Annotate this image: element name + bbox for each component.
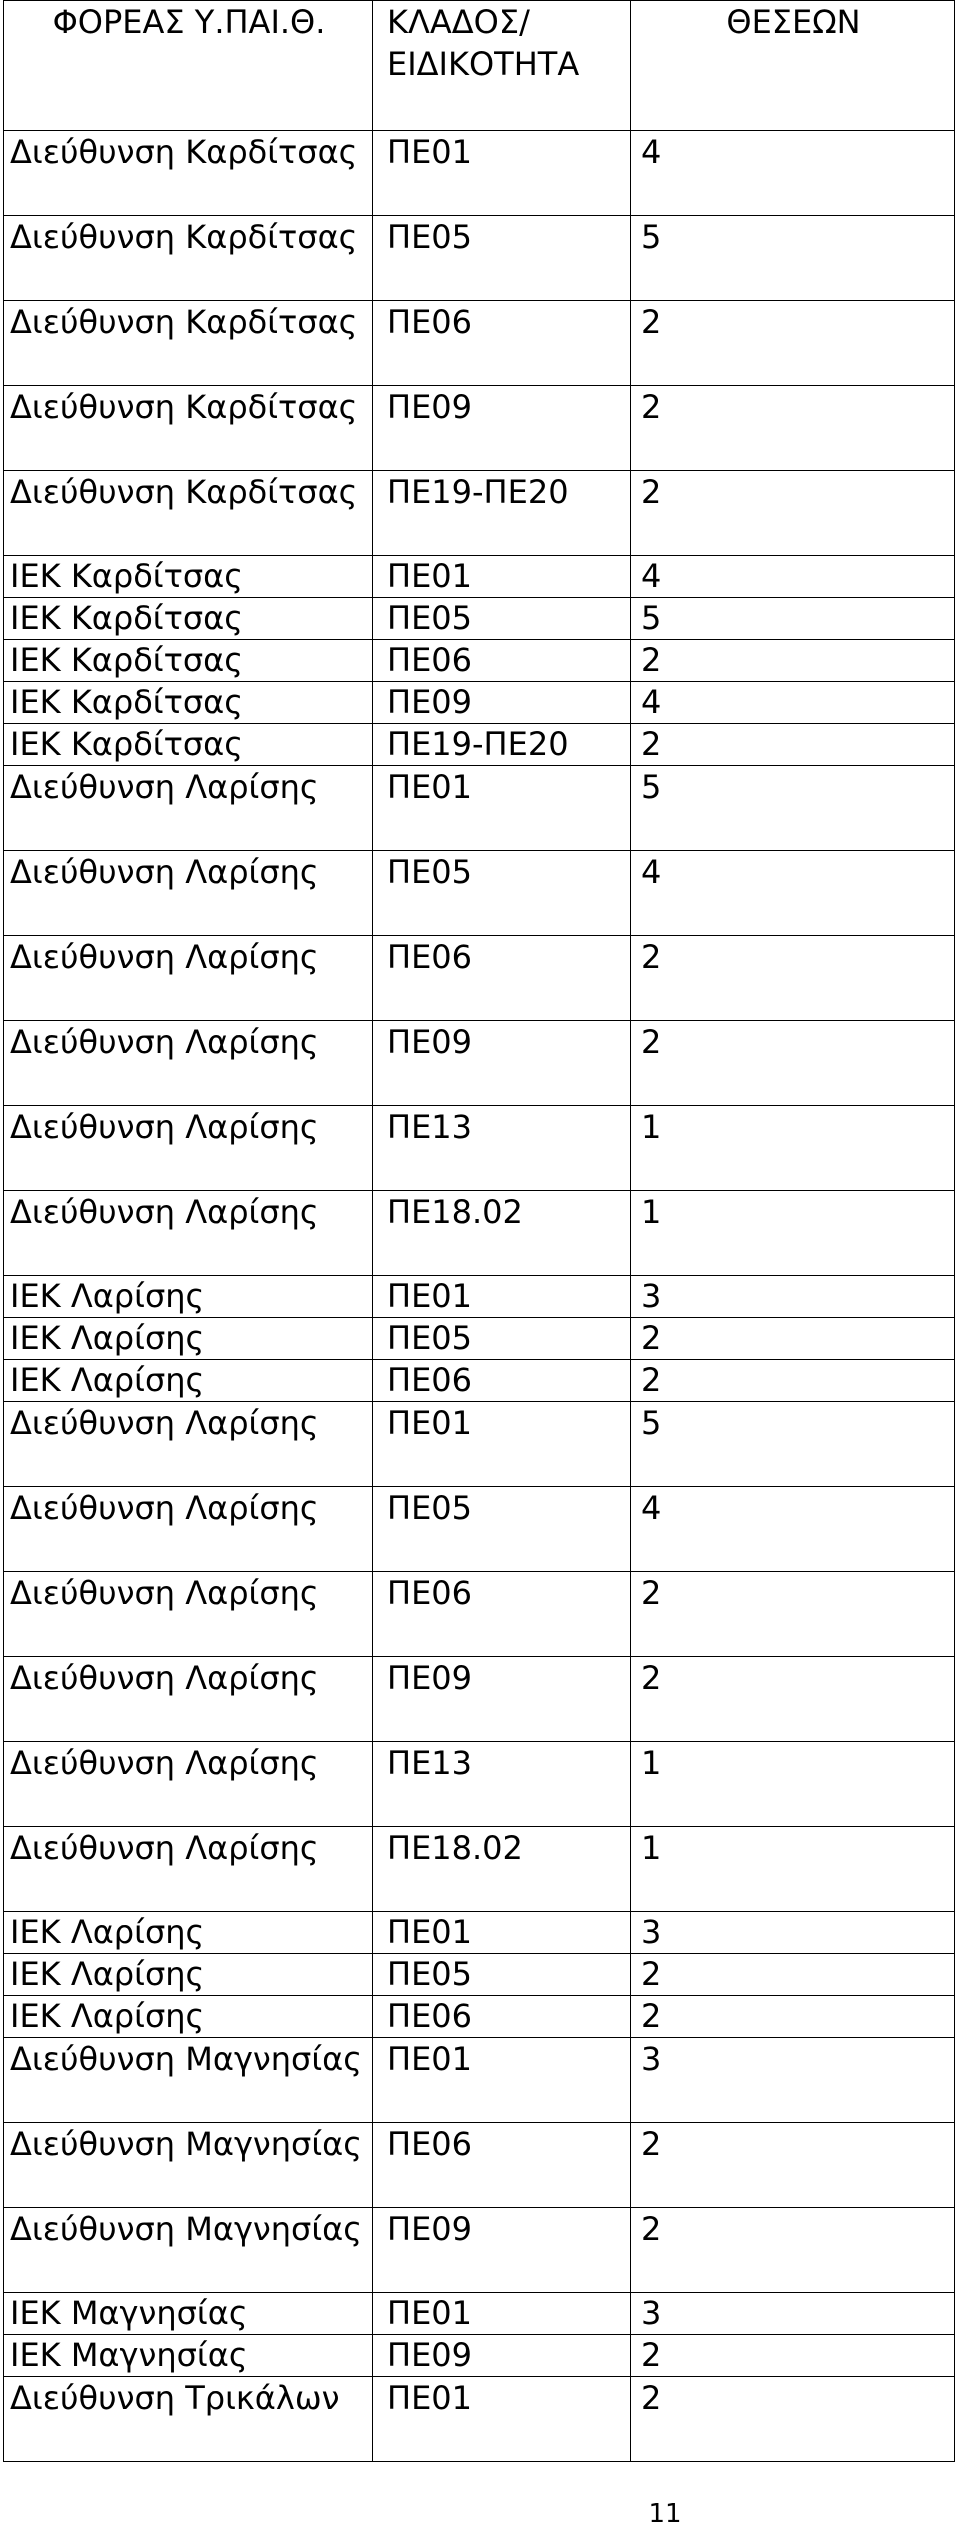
cell-theseis: 2 (631, 724, 955, 766)
cell-theseis: 2 (631, 1318, 955, 1360)
cell-foreas: Διεύθυνση Λαρίσης (4, 1487, 373, 1572)
table-body (4, 131, 955, 2462)
table-row (4, 640, 955, 682)
table-row (4, 1996, 955, 2038)
cell-theseis: 5 (631, 216, 955, 301)
cell-theseis: 2 (631, 386, 955, 471)
cell-foreas: ΙΕΚ Λαρίσης (4, 1912, 373, 1954)
cell-foreas: ΙΕΚ Λαρίσης (4, 1318, 373, 1360)
cell-theseis: 2 (631, 1021, 955, 1106)
cell-foreas: ΙΕΚ Καρδίτσας (4, 682, 373, 724)
cell-klados: ΠΕ01 (373, 2038, 631, 2123)
table-row (4, 131, 955, 216)
cell-klados: ΠΕ06 (373, 2123, 631, 2208)
cell-klados: ΠΕ13 (373, 1106, 631, 1191)
table-row (4, 556, 955, 598)
table-row (4, 1657, 955, 1742)
cell-klados: ΠΕ05 (373, 1318, 631, 1360)
cell-foreas: Διεύθυνση Λαρίσης (4, 1827, 373, 1912)
cell-klados: ΠΕ19-ΠΕ20 (373, 724, 631, 766)
table-row (4, 1106, 955, 1191)
cell-foreas: ΙΕΚ Καρδίτσας (4, 556, 373, 598)
cell-foreas: Διεύθυνση Καρδίτσας (4, 301, 373, 386)
table-row (4, 1318, 955, 1360)
cell-theseis: 5 (631, 766, 955, 851)
cell-theseis: 2 (631, 1996, 955, 2038)
cell-klados: ΠΕ01 (373, 766, 631, 851)
cell-foreas: Διεύθυνση Καρδίτσας (4, 216, 373, 301)
cell-theseis: 5 (631, 598, 955, 640)
table-row (4, 851, 955, 936)
cell-klados: ΠΕ06 (373, 936, 631, 1021)
table-row (4, 2038, 955, 2123)
cell-theseis: 1 (631, 1742, 955, 1827)
cell-foreas: Διεύθυνση Λαρίσης (4, 1106, 373, 1191)
table-row (4, 2208, 955, 2293)
cell-foreas: Διεύθυνση Μαγνησίας (4, 2208, 373, 2293)
table-row (4, 1276, 955, 1318)
cell-klados: ΠΕ19-ΠΕ20 (373, 471, 631, 556)
table-row (4, 1827, 955, 1912)
cell-foreas: Διεύθυνση Λαρίσης (4, 1742, 373, 1827)
cell-theseis: 2 (631, 301, 955, 386)
cell-theseis: 4 (631, 131, 955, 216)
table-row (4, 2377, 955, 2462)
cell-foreas: Διεύθυνση Λαρίσης (4, 1657, 373, 1742)
table-row (4, 1021, 955, 1106)
table-header-row (4, 1, 955, 131)
cell-theseis: 2 (631, 471, 955, 556)
cell-theseis: 2 (631, 2377, 955, 2462)
cell-klados: ΠΕ06 (373, 640, 631, 682)
cell-klados: ΠΕ05 (373, 1487, 631, 1572)
cell-foreas: Διεύθυνση Λαρίσης (4, 851, 373, 936)
cell-klados: ΠΕ06 (373, 301, 631, 386)
table-row (4, 1487, 955, 1572)
cell-klados: ΠΕ05 (373, 851, 631, 936)
cell-foreas: ΙΕΚ Μαγνησίας (4, 2293, 373, 2335)
table-row (4, 936, 955, 1021)
cell-theseis: 2 (631, 2335, 955, 2377)
cell-klados: ΠΕ13 (373, 1742, 631, 1827)
cell-theseis: 2 (631, 2208, 955, 2293)
cell-klados: ΠΕ09 (373, 682, 631, 724)
cell-klados: ΠΕ06 (373, 1360, 631, 1402)
table-row (4, 1572, 955, 1657)
cell-foreas: ΙΕΚ Καρδίτσας (4, 640, 373, 682)
cell-klados: ΠΕ01 (373, 1912, 631, 1954)
cell-klados: ΠΕ01 (373, 131, 631, 216)
cell-theseis: 4 (631, 682, 955, 724)
cell-klados: ΠΕ05 (373, 598, 631, 640)
cell-klados: ΠΕ05 (373, 1954, 631, 1996)
cell-klados: ΠΕ18.02 (373, 1191, 631, 1276)
header-theseis: ΘΕΣΕΩΝ (631, 1, 955, 131)
cell-foreas: Διεύθυνση Λαρίσης (4, 766, 373, 851)
cell-theseis: 1 (631, 1827, 955, 1912)
table-row (4, 682, 955, 724)
table-row (4, 766, 955, 851)
cell-foreas: Διεύθυνση Λαρίσης (4, 1572, 373, 1657)
cell-theseis: 2 (631, 1954, 955, 1996)
cell-klados: ΠΕ01 (373, 1402, 631, 1487)
cell-theseis: 2 (631, 1360, 955, 1402)
cell-foreas: ΙΕΚ Καρδίτσας (4, 598, 373, 640)
table-row (4, 1191, 955, 1276)
cell-foreas: Διεύθυνση Τρικάλων (4, 2377, 373, 2462)
cell-klados: ΠΕ01 (373, 2293, 631, 2335)
cell-theseis: 2 (631, 640, 955, 682)
cell-foreas: ΙΕΚ Λαρίσης (4, 1276, 373, 1318)
cell-klados: ΠΕ09 (373, 2208, 631, 2293)
cell-theseis: 1 (631, 1106, 955, 1191)
cell-foreas: ΙΕΚ Λαρίσης (4, 1996, 373, 2038)
table-row (4, 724, 955, 766)
cell-theseis: 4 (631, 1487, 955, 1572)
table-row (4, 2293, 955, 2335)
cell-klados: ΠΕ18.02 (373, 1827, 631, 1912)
cell-foreas: Διεύθυνση Μαγνησίας (4, 2123, 373, 2208)
cell-klados: ΠΕ09 (373, 2335, 631, 2377)
cell-theseis: 4 (631, 851, 955, 936)
cell-foreas: ΙΕΚ Λαρίσης (4, 1360, 373, 1402)
cell-foreas: ΙΕΚ Λαρίσης (4, 1954, 373, 1996)
cell-theseis: 3 (631, 1276, 955, 1318)
cell-foreas: Διεύθυνση Καρδίτσας (4, 471, 373, 556)
cell-theseis: 3 (631, 1912, 955, 1954)
cell-foreas: Διεύθυνση Λαρίσης (4, 1191, 373, 1276)
cell-foreas: Διεύθυνση Καρδίτσας (4, 131, 373, 216)
table-row (4, 386, 955, 471)
cell-klados: ΠΕ06 (373, 1572, 631, 1657)
cell-foreas: Διεύθυνση Λαρίσης (4, 1402, 373, 1487)
cell-klados: ΠΕ09 (373, 1657, 631, 1742)
cell-foreas: Διεύθυνση Καρδίτσας (4, 386, 373, 471)
cell-foreas: Διεύθυνση Λαρίσης (4, 1021, 373, 1106)
table-row (4, 1912, 955, 1954)
cell-theseis: 5 (631, 1402, 955, 1487)
cell-klados: ΠΕ09 (373, 1021, 631, 1106)
cell-foreas: Διεύθυνση Μαγνησίας (4, 2038, 373, 2123)
header-foreas: ΦΟΡΕΑΣ Υ.ΠΑΙ.Θ. (4, 1, 373, 131)
page-number: 11 (648, 2499, 682, 2529)
table-row (4, 301, 955, 386)
cell-theseis: 3 (631, 2038, 955, 2123)
header-klados: ΚΛΑΔΟΣ/ ΕΙΔΙΚΟΤΗΤΑ (373, 1, 631, 131)
table-row (4, 1402, 955, 1487)
table-row (4, 2123, 955, 2208)
cell-theseis: 2 (631, 2123, 955, 2208)
cell-klados: ΠΕ09 (373, 386, 631, 471)
cell-klados: ΠΕ05 (373, 216, 631, 301)
cell-klados: ΠΕ06 (373, 1996, 631, 2038)
cell-theseis: 4 (631, 556, 955, 598)
cell-theseis: 3 (631, 2293, 955, 2335)
table-row (4, 1360, 955, 1402)
table-row (4, 598, 955, 640)
cell-theseis: 2 (631, 1657, 955, 1742)
cell-foreas: ΙΕΚ Καρδίτσας (4, 724, 373, 766)
table-row (4, 471, 955, 556)
cell-klados: ΠΕ01 (373, 1276, 631, 1318)
cell-klados: ΠΕ01 (373, 556, 631, 598)
table-row (4, 2335, 955, 2377)
cell-foreas: ΙΕΚ Μαγνησίας (4, 2335, 373, 2377)
cell-foreas: Διεύθυνση Λαρίσης (4, 936, 373, 1021)
cell-theseis: 2 (631, 1572, 955, 1657)
cell-theseis: 2 (631, 936, 955, 1021)
table-row (4, 1954, 955, 1996)
table-row (4, 1742, 955, 1827)
cell-theseis: 1 (631, 1191, 955, 1276)
cell-klados: ΠΕ01 (373, 2377, 631, 2462)
table-row (4, 216, 955, 301)
positions-table (3, 0, 955, 2462)
